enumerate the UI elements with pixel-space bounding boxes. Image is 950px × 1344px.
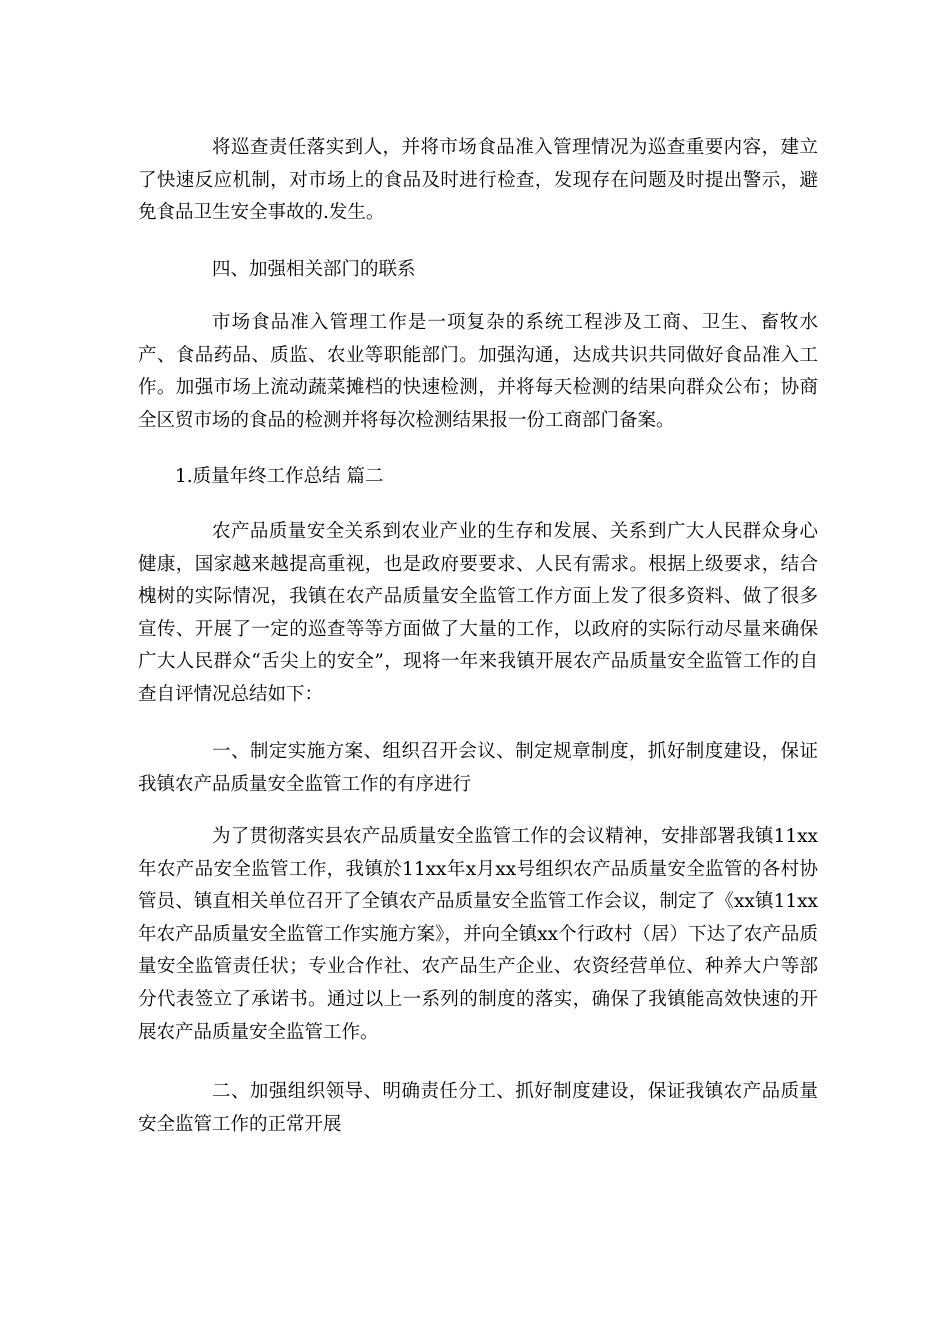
paragraph-food-access-management: 市场食品准入管理工作是一项复杂的系统工程涉及工商、卫生、畜牧水产、食品药品、质监、农业等职能部门。加强沟通，达成共识共同做好食品准入工作。加强市场上流动蔬菜摊档的快速检测，并将每天检测的结果向群众公布；协商全区贸市场的食品的检测并将每次检测结果报一份工商部门备案。 [138, 312, 818, 431]
paragraph-inspection-responsibility: 将巡查责任落实到人，并将市场食品准入管理情况为巡查重要内容，建立了快速反应机制，对市场上的食品及时进行检查，发现存在问题及时提出警示，避免食品卫生安全事故的.发生。 [138, 137, 818, 224]
heading-section-two-organization-leadership: 二、加强组织领导、明确责任分工、抓好制度建设，保证我镇农产品质量安全监管工作的正常开展 [138, 1081, 818, 1135]
paragraph-agri-product-safety-intro: 农产品质量安全关系到农业产业的生存和发展、关系到广大人民群众身心健康，国家越来越提高重视，也是政府要要求、人民有需求。根据上级要求，结合槐树的实际情况，我镇在农产品质量安全监管工作方面上发了很多资料、做了很多宣传、开展了一定的巡查等等方面做了大量的工作，以政府的实际行动尽量来确保广大人民群众“舌尖上的安全”，现将一年来我镇开展农产品质量安全监管工作的自查自评情况总结如下： [138, 521, 818, 705]
paragraph-meeting-and-responsibility: 为了贯彻落实县农产品质量安全监管工作的会议精神，安排部署我镇11xx年农产品安全监管工作，我镇於11xx年x月xx号组织农产品质量安全监管的各村协管员、镇直相关单位召开了全镇农产品质量安全监管工作会议，制定了《xx镇11xx年农产品质量安全监管工作实施方案》，并向全镇xx个行政村（居）下达了农产品质量安全监管责任状；专业合作社、农产品生产企业、农资经营单位、种养大户等部分代表签立了承诺书。通过以上一系列的制度的落实，确保了我镇能高效快速的开展农产品质量安全监管工作。 [138, 826, 818, 1043]
heading-section-one-implementation-plan: 一、制定实施方案、组织召开会议、制定规章制度，抓好制度建设，保证我镇农产品质量安全监管工作的有序进行 [138, 741, 818, 795]
heading-strengthen-department-contact: 四、加强相关部门的联系 [212, 259, 416, 280]
heading-quality-year-end-summary-2: 1.质量年终工作总结 篇二 [175, 466, 384, 487]
